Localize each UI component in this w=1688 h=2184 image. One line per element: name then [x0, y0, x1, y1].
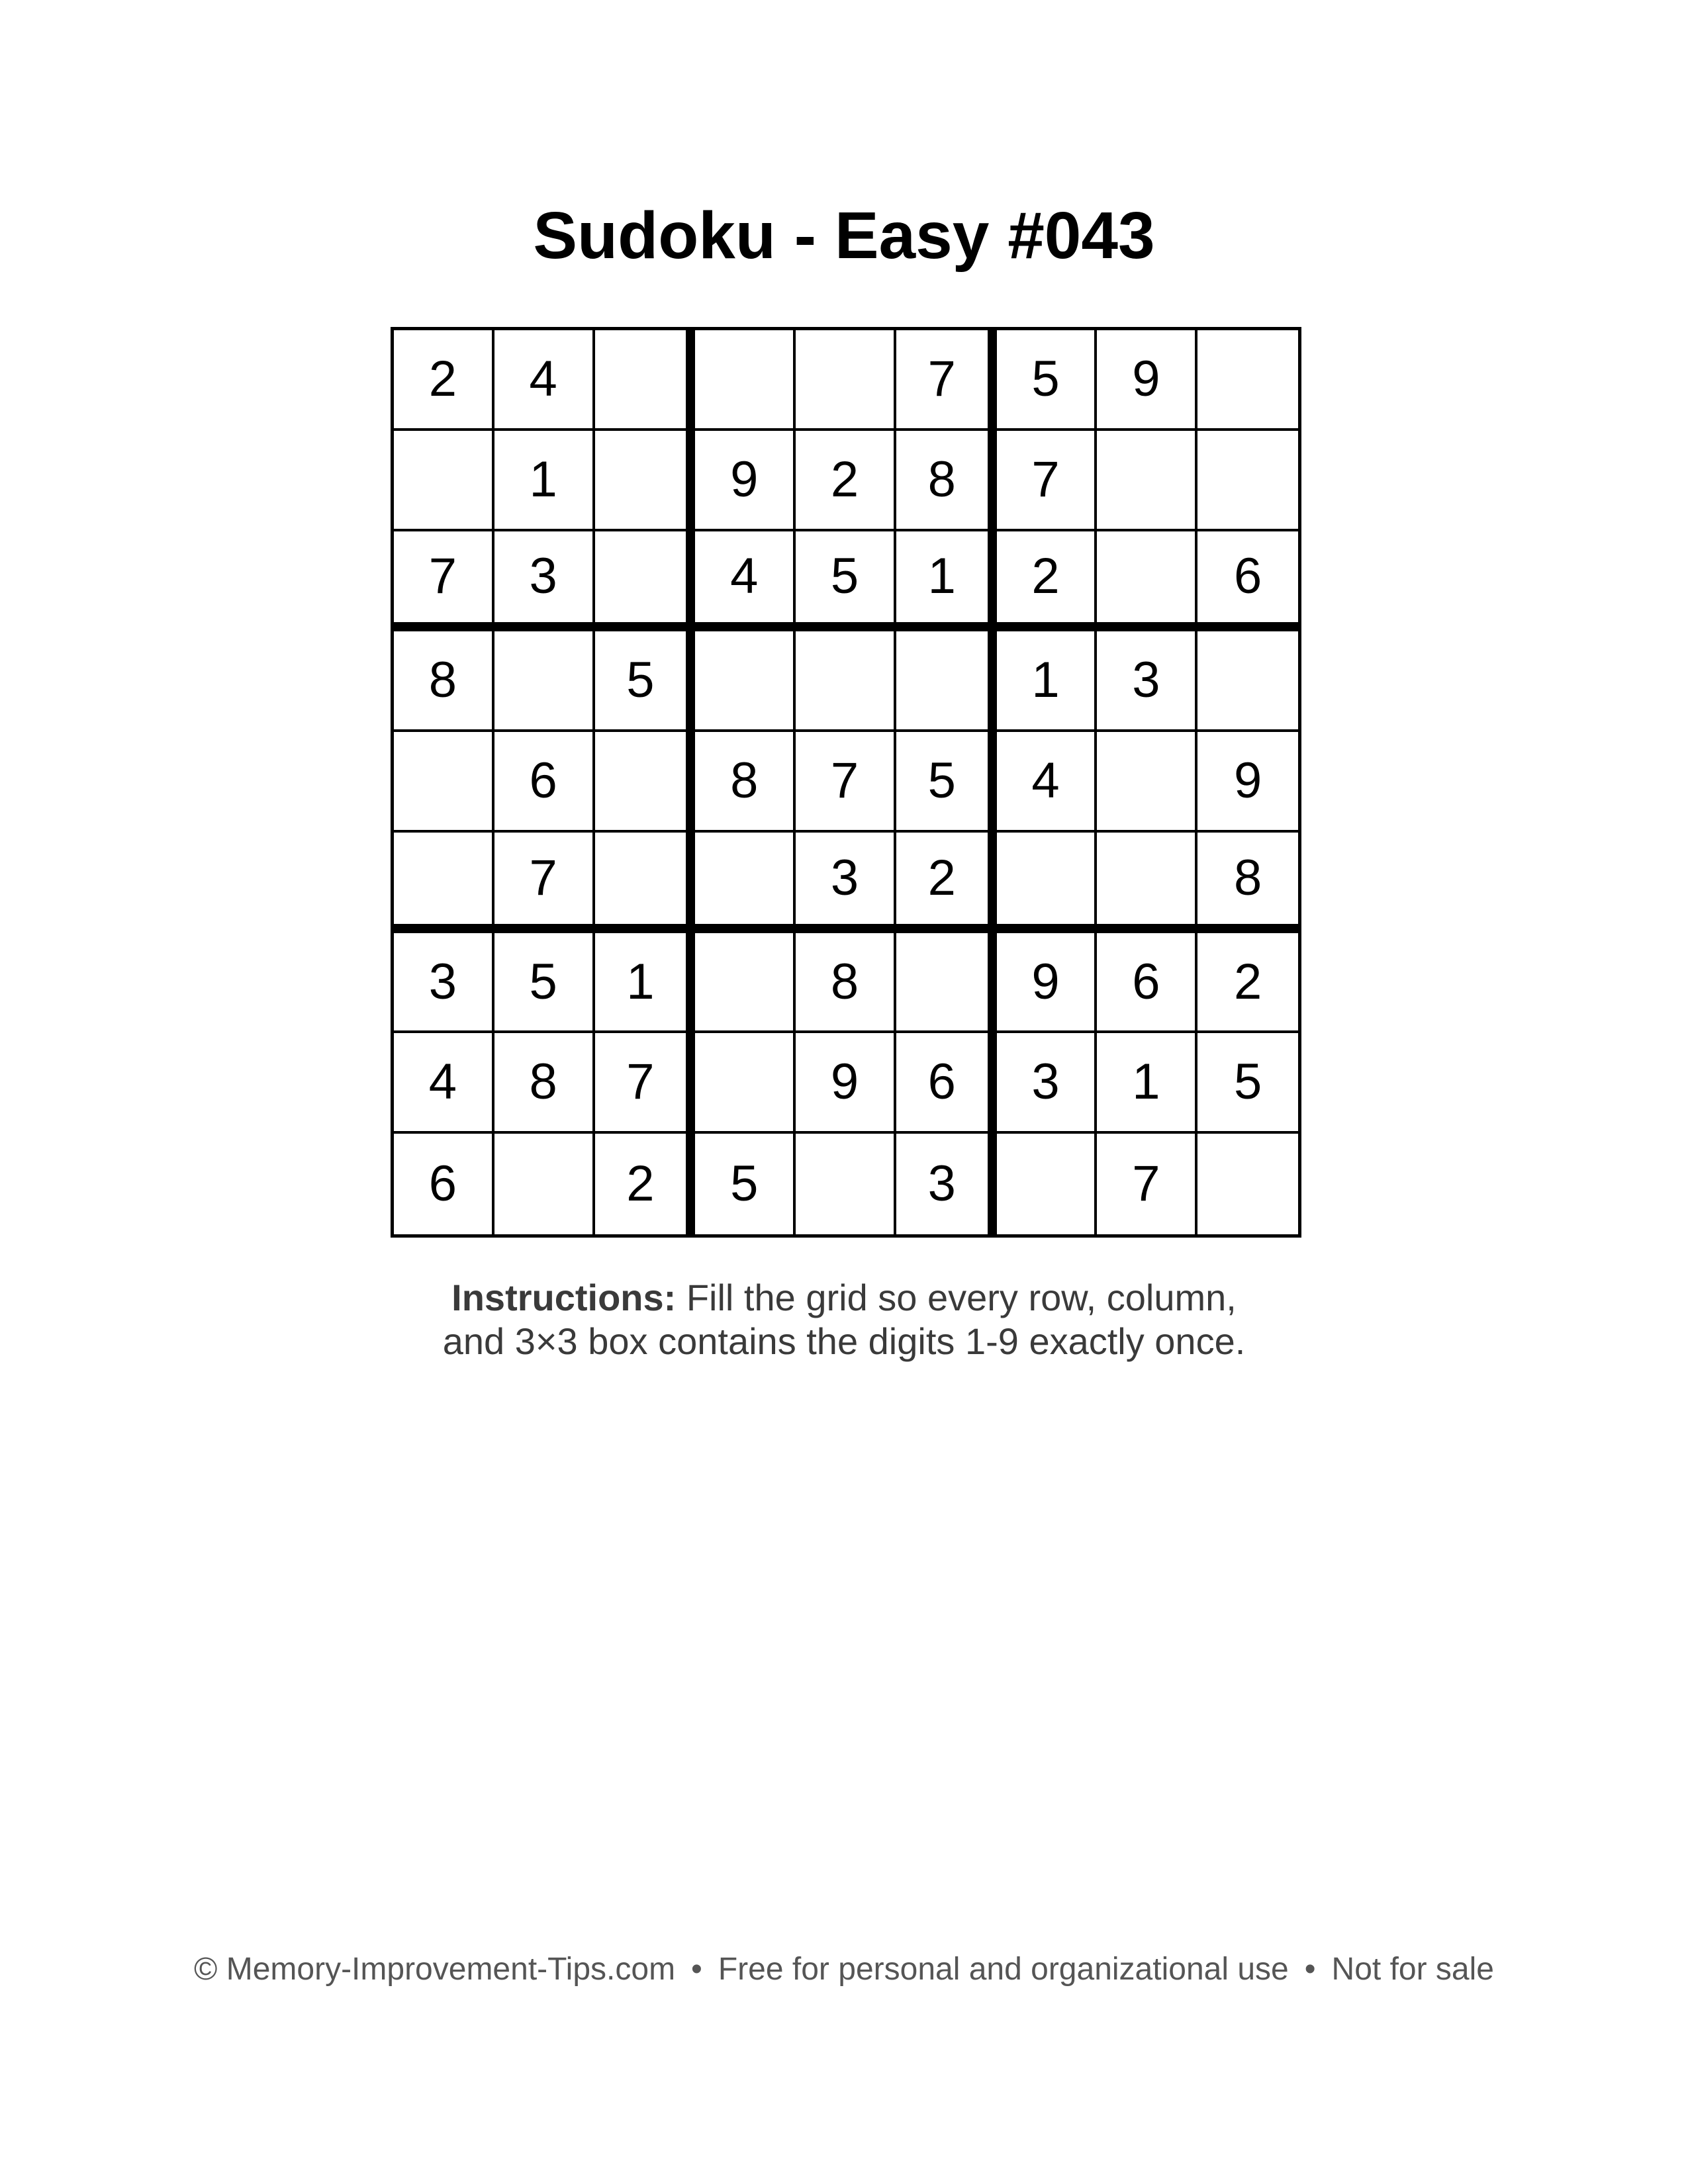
sudoku-cell-empty[interactable] — [1197, 1134, 1298, 1234]
sudoku-cell-empty[interactable] — [1097, 833, 1197, 933]
sudoku-cell-given: 4 — [695, 531, 796, 632]
sudoku-cell-empty[interactable] — [1097, 531, 1197, 632]
sudoku-cell-given: 6 — [394, 1134, 494, 1234]
sudoku-cell-empty[interactable] — [1197, 431, 1298, 531]
sudoku-cell-empty[interactable] — [394, 732, 494, 833]
sudoku-cell-given: 9 — [1197, 732, 1298, 833]
sudoku-cell-given: 1 — [595, 933, 696, 1034]
sudoku-cell-given: 5 — [494, 933, 595, 1034]
sudoku-cell-given: 6 — [896, 1033, 997, 1134]
sudoku-cell-given: 3 — [896, 1134, 997, 1234]
sudoku-cell-given: 1 — [997, 631, 1098, 732]
sudoku-cell-given: 8 — [494, 1033, 595, 1134]
sudoku-cell-empty[interactable] — [394, 431, 494, 531]
sudoku-cell-given: 5 — [1197, 1033, 1298, 1134]
sudoku-cell-empty[interactable] — [896, 631, 997, 732]
sudoku-cell-empty[interactable] — [796, 330, 896, 431]
sudoku-cell-given: 6 — [1197, 531, 1298, 632]
footer-note: Not for sale — [1331, 1952, 1494, 1987]
sudoku-cell-empty[interactable] — [1097, 732, 1197, 833]
sudoku-cell-empty[interactable] — [595, 732, 696, 833]
sudoku-cell-empty[interactable] — [494, 631, 595, 732]
sudoku-cell-empty[interactable] — [595, 833, 696, 933]
sudoku-cell-given: 2 — [595, 1134, 696, 1234]
sudoku-cell-given: 7 — [796, 732, 896, 833]
sudoku-cell-given: 2 — [796, 431, 896, 531]
sudoku-cell-given: 4 — [394, 1033, 494, 1134]
sudoku-cell-given: 4 — [494, 330, 595, 431]
page-title: Sudoku - Easy #043 — [533, 199, 1155, 273]
sudoku-cell-given: 6 — [494, 732, 595, 833]
sudoku-cell-given: 9 — [1097, 330, 1197, 431]
sudoku-cell-given: 8 — [394, 631, 494, 732]
sudoku-cell-empty[interactable] — [394, 833, 494, 933]
sudoku-cell-given: 8 — [1197, 833, 1298, 933]
sudoku-cell-given: 8 — [796, 933, 896, 1034]
sudoku-cell-given: 6 — [1097, 933, 1197, 1034]
sudoku-cell-empty[interactable] — [896, 933, 997, 1034]
instructions-line-1 — [0, 1276, 1688, 1320]
sudoku-cell-empty[interactable] — [1097, 431, 1197, 531]
sudoku-cell-given: 1 — [896, 531, 997, 632]
sudoku-cell-given: 5 — [796, 531, 896, 632]
sudoku-cell-empty[interactable] — [695, 933, 796, 1034]
sudoku-cell-given: 7 — [394, 531, 494, 632]
sudoku-cell-given: 3 — [796, 833, 896, 933]
sudoku-cell-given: 5 — [997, 330, 1098, 431]
sudoku-cell-empty[interactable] — [997, 833, 1098, 933]
sudoku-cell-empty[interactable] — [997, 1134, 1098, 1234]
sudoku-cell-empty[interactable] — [1197, 631, 1298, 732]
sudoku-cell-empty[interactable] — [796, 1134, 896, 1234]
sudoku-cell-empty[interactable] — [595, 330, 696, 431]
sudoku-cell-given: 7 — [896, 330, 997, 431]
sudoku-cell-given: 1 — [1097, 1033, 1197, 1134]
sudoku-cell-given: 3 — [494, 531, 595, 632]
sudoku-cell-given: 5 — [896, 732, 997, 833]
sudoku-cell-given: 4 — [997, 732, 1098, 833]
sudoku-cell-given: 7 — [997, 431, 1098, 531]
footer-separator: • — [1304, 1952, 1316, 1987]
sudoku-cell-given: 2 — [394, 330, 494, 431]
instructions-text-1: Fill the grid so every row, column, — [686, 1277, 1237, 1318]
sudoku-cell-given: 9 — [796, 1033, 896, 1134]
sudoku-cell-given: 7 — [1097, 1134, 1197, 1234]
sudoku-cell-given: 8 — [896, 431, 997, 531]
sudoku-cell-empty[interactable] — [1197, 330, 1298, 431]
instructions-text-2: and 3×3 box contains the digits 1-9 exactly once. — [442, 1320, 1246, 1362]
footer-license: Free for personal and organizational use — [718, 1952, 1289, 1987]
sudoku-cell-empty[interactable] — [695, 833, 796, 933]
sudoku-cell-given: 7 — [595, 1033, 696, 1134]
sudoku-cell-given: 3 — [997, 1033, 1098, 1134]
sudoku-cell-given: 8 — [695, 732, 796, 833]
sudoku-cell-empty[interactable] — [595, 531, 696, 632]
sudoku-cell-given: 5 — [595, 631, 696, 732]
sudoku-cell-given: 3 — [1097, 631, 1197, 732]
sudoku-cell-given: 9 — [997, 933, 1098, 1034]
sudoku-cell-empty[interactable] — [595, 431, 696, 531]
sudoku-cell-given: 3 — [394, 933, 494, 1034]
footer — [0, 1950, 1688, 1989]
sudoku-cell-given: 5 — [695, 1134, 796, 1234]
sudoku-cell-empty[interactable] — [796, 631, 896, 732]
footer-site: © Memory-Improvement-Tips.com — [194, 1952, 676, 1987]
sudoku-cell-given: 2 — [997, 531, 1098, 632]
instructions-label: Instructions: — [451, 1277, 677, 1318]
sudoku-cell-given: 2 — [896, 833, 997, 933]
sudoku-cell-empty[interactable] — [695, 330, 796, 431]
sudoku-cell-empty[interactable] — [695, 1033, 796, 1134]
sudoku-cell-given: 1 — [494, 431, 595, 531]
sudoku-cell-empty[interactable] — [695, 631, 796, 732]
instructions — [0, 1276, 1688, 1363]
sudoku-cell-given: 7 — [494, 833, 595, 933]
sudoku-cell-empty[interactable] — [494, 1134, 595, 1234]
footer-separator: • — [691, 1952, 702, 1987]
sudoku-board — [391, 327, 1301, 1238]
sudoku-cell-given: 9 — [695, 431, 796, 531]
sudoku-grid — [391, 327, 1301, 1238]
sudoku-cell-given: 2 — [1197, 933, 1298, 1034]
